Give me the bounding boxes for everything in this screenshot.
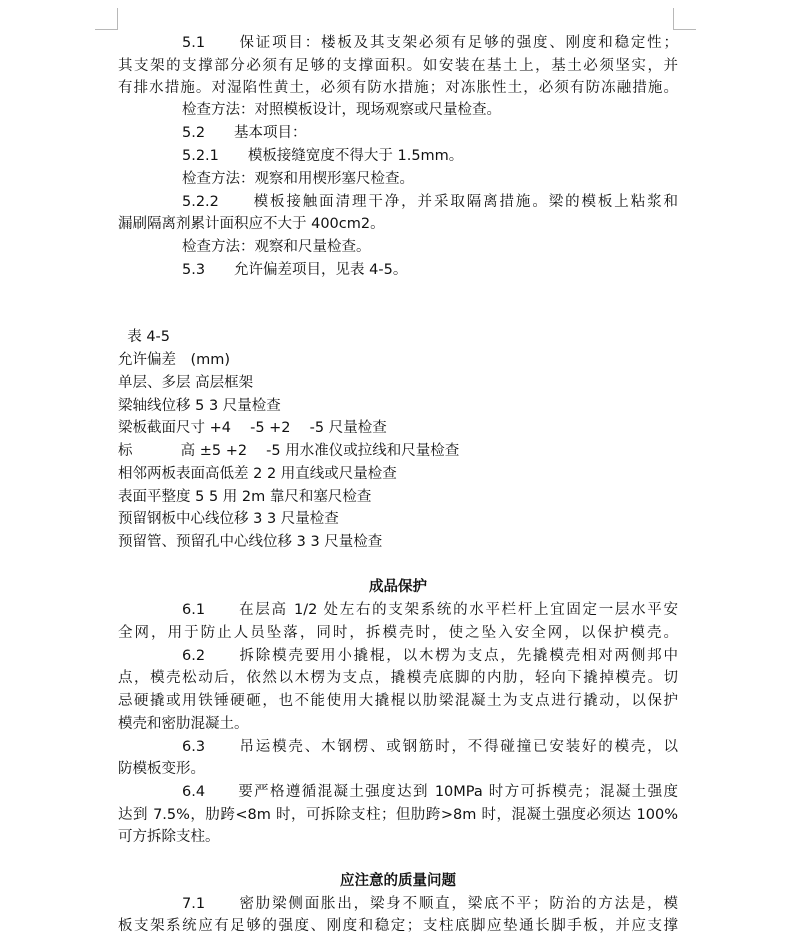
clause-5-2-2-cont: 漏刷隔离剂累计面积应不大于 400cm2。	[118, 216, 385, 232]
table-row: 梁板截面尺寸 +4 -5 +2 -5 尺量检查	[118, 420, 387, 436]
clause-6-2: 6.2 拆除模壳要用小撬棍，以木楞为支点，先撬模壳相对两侧邦中	[182, 648, 678, 664]
crop-mark-top-right-vertical	[673, 8, 674, 30]
check-method-5-2-1: 检查方法：观察和用楔形塞尺检查。	[182, 171, 414, 187]
table-row: 标 高 ±5 +2 -5 用水准仪或拉线和尺量检查	[118, 443, 460, 459]
table-row: 单层、多层 高层框架	[118, 375, 254, 391]
check-method-5-1: 检查方法：对照模板设计，现场观察或尺量检查。	[182, 102, 501, 118]
crop-mark-top-left-vertical	[117, 8, 118, 30]
clause-7-1-cont: 板支架系统应有足够的强度、刚度和稳定；支柱底脚应垫通长脚手板，并应支撑	[118, 918, 678, 934]
clause-5-1: 5.1 保证项目：楼板及其支架必须有足够的强度、刚度和稳定性；	[182, 35, 678, 51]
table-row: 表面平整度 5 5 用 2m 靠尺和塞尺检查	[118, 489, 372, 505]
table-row: 允许偏差 (mm)	[118, 352, 231, 368]
crop-mark-top-left-horizontal	[95, 29, 117, 30]
section-heading-quality-issues: 应注意的质量问题	[340, 873, 456, 889]
clause-6-4-cont-2: 可方拆除支柱。	[118, 829, 220, 845]
clause-5-2: 5.2 基本项目：	[182, 125, 307, 141]
table-row: 梁轴线位移 5 3 尺量检查	[118, 398, 281, 414]
clause-7-1: 7.1 密肋梁侧面胀出，梁身不顺直，梁底不平；防治的方法是，模	[182, 896, 678, 912]
clause-5-2-2: 5.2.2 模板接触面清理干净，并采取隔离措施。梁的模板上粘浆和	[182, 194, 678, 210]
clause-6-4: 6.4 要严格遵循混凝土强度达到 10MPa 时方可拆模壳；混凝土强度	[182, 784, 678, 800]
clause-6-3-cont: 防模板变形。	[118, 761, 205, 777]
clause-5-2-1: 5.2.1 模板接缝宽度不得大于 1.5mm。	[182, 148, 464, 164]
clause-6-3: 6.3 吊运模壳、木钢楞、或钢筋时，不得碰撞已安装好的模壳，以	[182, 739, 678, 755]
clause-5-3: 5.3 允许偏差项目，见表 4-5。	[182, 262, 408, 278]
clause-5-1-cont-2: 有排水措施。对湿陷性黄土，必须有防水措施；对冻胀性土，必须有防冻融措施。	[118, 80, 678, 96]
clause-6-1-cont: 全网，用于防止人员坠落，同时，拆模壳时，使之坠入安全网，以保护模壳。	[118, 625, 678, 641]
crop-mark-top-right-horizontal	[674, 29, 696, 30]
clause-5-1-cont-1: 其支架的支撑部分必须有足够的支撑面积。如安装在基土上，基土必须坚实，并	[118, 58, 678, 74]
table-row: 预留钢板中心线位移 3 3 尺量检查	[118, 511, 339, 527]
clause-6-2-cont-2: 忌硬撬或用铁锤硬砸，也不能使用大撬棍以肋梁混凝土为支点进行撬动，以保护	[118, 693, 678, 709]
check-method-5-2-2: 检查方法：观察和尺量检查。	[182, 239, 371, 255]
clause-6-4-cont-1: 达到 7.5%，肋跨<8m 时，可拆除支柱；但肋跨>8m 时，混凝土强度必须达 100%	[118, 807, 678, 823]
clause-6-2-cont-1: 点，模壳松动后，依然以木楞为支点，撬模壳底脚的内肋，轻向下撬掉模壳。切	[118, 670, 678, 686]
clause-6-1: 6.1 在层高 1/2 处左右的支架系统的水平栏杆上宜固定一层水平安	[182, 602, 678, 618]
section-heading-product-protection: 成品保护	[369, 579, 427, 595]
table-caption: 表 4-5	[118, 329, 171, 345]
table-row: 预留管、预留孔中心线位移 3 3 尺量检查	[118, 534, 383, 550]
clause-6-2-cont-3: 模壳和密肋混凝土。	[118, 716, 249, 732]
table-row: 相邻两板表面高低差 2 2 用直线或尺量检查	[118, 466, 397, 482]
